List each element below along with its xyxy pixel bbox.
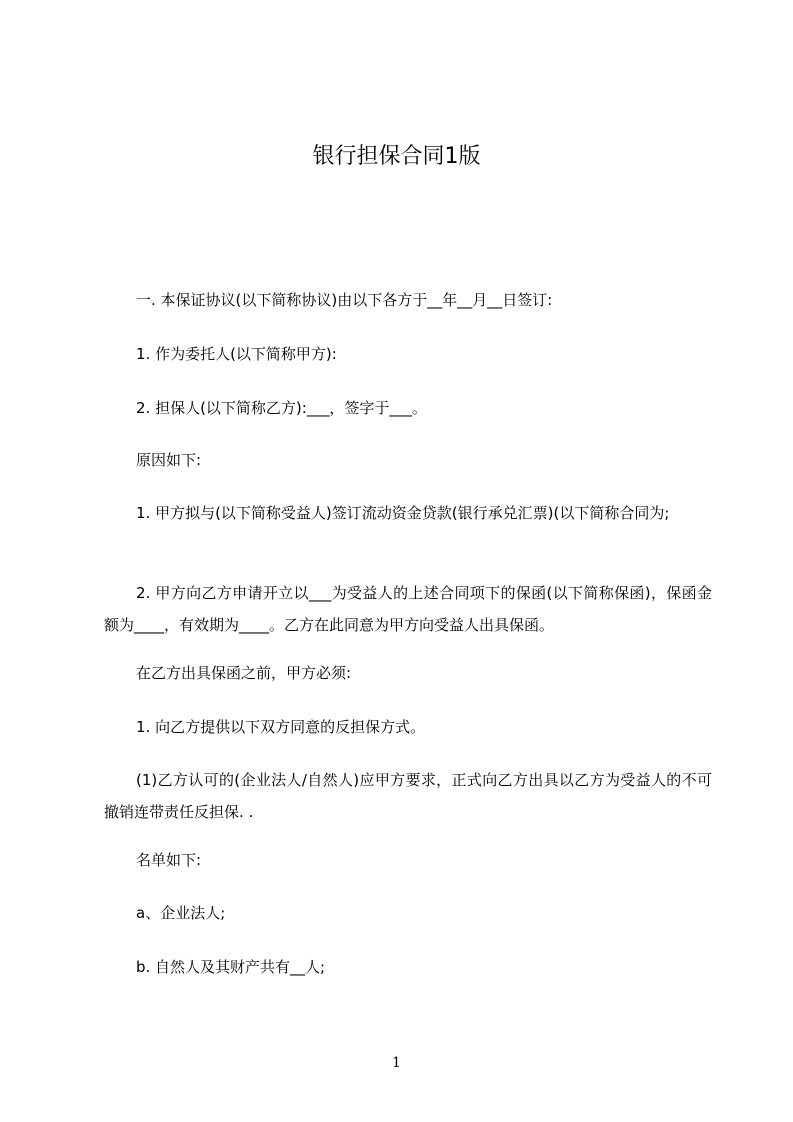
paragraph-12: b. 自然人及其财产共有__人; bbox=[136, 958, 326, 976]
page-number: 1 bbox=[392, 1055, 401, 1071]
paragraph-9: (1)乙方认可的(企业法人/自然人)应甲方要求，正式向乙方出具以乙方为受益人的不可撤销连带责任反担保. . bbox=[104, 771, 712, 821]
paragraph-10: 名单如下: bbox=[136, 851, 202, 869]
paragraph-1: 一. 本保证协议(以下简称协议)由以下各方于__年__月__日签订: bbox=[136, 291, 553, 309]
paragraph-11: a、企业法人; bbox=[136, 904, 226, 922]
paragraph-2: 1. 作为委托人(以下简称甲方): bbox=[136, 345, 337, 363]
paragraph-7: 在乙方出具保函之前，甲方必须: bbox=[136, 664, 352, 682]
paragraph-5: 1. 甲方拟与(以下简称受益人)签订流动资金贷款(银行承兑汇票)(以下简称合同为; bbox=[136, 504, 670, 522]
paragraph-3: 2. 担保人(以下简称乙方):___，签字于___。 bbox=[136, 399, 427, 417]
paragraph-8: 1. 向乙方提供以下双方同意的反担保方式。 bbox=[136, 718, 426, 736]
document-title: 银行担保合同1版 bbox=[312, 144, 481, 169]
paragraph-4: 原因如下: bbox=[136, 451, 202, 469]
paragraph-6: 2. 甲方向乙方申请开立以___为受益人的上述合同项下的保函(以下简称保函)，保函金额为____，有效期为____。乙方在此同意为甲方向受益人出具保函。 bbox=[104, 584, 712, 634]
